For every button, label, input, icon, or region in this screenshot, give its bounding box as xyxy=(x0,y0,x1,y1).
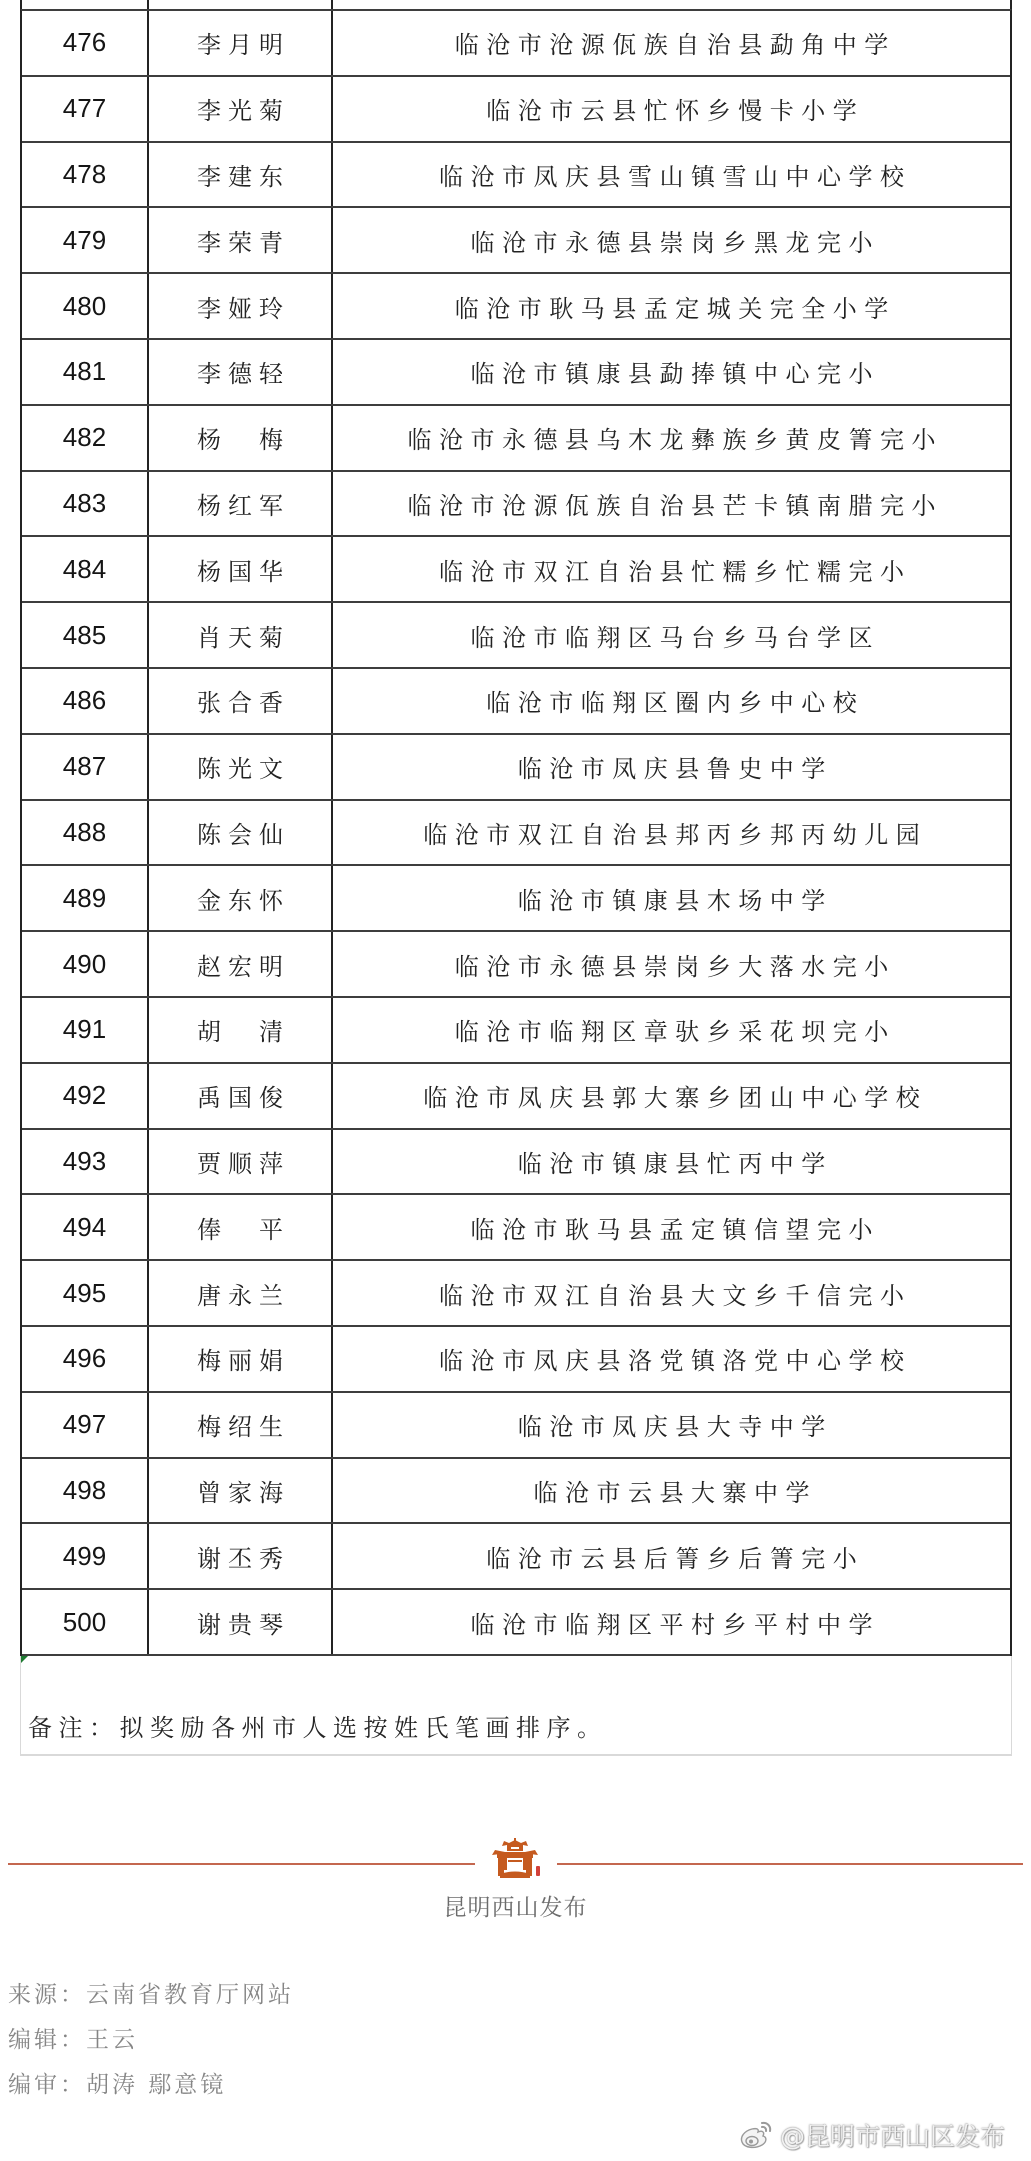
school-name: 临沧市镇康县忙丙中学 xyxy=(517,1149,833,1178)
row-number: 486 xyxy=(22,669,149,733)
table-row xyxy=(22,472,1010,538)
weibo-watermark xyxy=(738,2117,1005,2153)
school-name: 临沧市凤庆县郭大寨乡团山中心学校 xyxy=(423,1084,928,1113)
school-name: 临沧市耿马县孟定镇信望完小 xyxy=(470,1215,880,1244)
table-note-box xyxy=(20,1656,1012,1756)
credit-reviewer: 编审：胡涛 鄢意镜 xyxy=(8,2072,227,2098)
row-number: 494 xyxy=(22,1195,149,1259)
person-name: 杨红军 xyxy=(149,472,333,536)
divider-right xyxy=(557,1863,1023,1865)
table-row xyxy=(22,340,1010,406)
row-number: 492 xyxy=(22,1064,149,1128)
person-name: 杨 梅 xyxy=(149,406,333,470)
school-name: 临沧市临翔区圈内乡中心校 xyxy=(486,689,865,718)
row-number: 481 xyxy=(22,340,149,404)
row-number: 500 xyxy=(22,1590,149,1654)
table-previous-row-fragment xyxy=(20,0,1012,9)
person-name: 李月明 xyxy=(149,11,333,75)
row-number: 491 xyxy=(22,998,149,1062)
school-name: 临沧市镇康县木场中学 xyxy=(517,886,833,915)
row-number: 488 xyxy=(22,801,149,865)
table-row xyxy=(22,1524,1010,1590)
table-row xyxy=(22,1195,1010,1261)
table-row xyxy=(22,1327,1010,1393)
row-number: 476 xyxy=(22,11,149,75)
table-row xyxy=(22,669,1010,735)
table-row xyxy=(22,932,1010,998)
divider-left xyxy=(8,1863,475,1865)
table-row xyxy=(22,1459,1010,1525)
row-number: 487 xyxy=(22,735,149,799)
table-row xyxy=(22,537,1010,603)
table-row xyxy=(22,77,1010,143)
watermark-text: @昆明市西山区发布 xyxy=(780,2122,1006,2151)
row-number: 497 xyxy=(22,1393,149,1457)
cell-comment-marker-icon xyxy=(21,1656,28,1663)
person-name: 曾家海 xyxy=(149,1459,333,1523)
weibo-icon xyxy=(738,2119,774,2151)
person-name: 李建东 xyxy=(149,143,333,207)
school-name: 临沧市永德县崇岗乡大落水完小 xyxy=(454,952,896,981)
column-divider xyxy=(147,0,149,9)
school-name: 临沧市沧源佤族自治县勐角中学 xyxy=(454,31,896,60)
table-row xyxy=(22,406,1010,472)
red-seal-icon xyxy=(536,1866,540,1876)
school-name: 临沧市临翔区平村乡平村中学 xyxy=(470,1610,880,1639)
person-name: 陈光文 xyxy=(149,735,333,799)
column-divider xyxy=(331,0,333,9)
school-name: 临沧市凤庆县洛党镇洛党中心学校 xyxy=(439,1347,912,1376)
person-name: 李娅玲 xyxy=(149,274,333,338)
account-brand-name: 昆明西山发布 xyxy=(443,1895,588,1921)
person-name: 贾顺萍 xyxy=(149,1130,333,1194)
table-row xyxy=(22,735,1010,801)
row-number: 478 xyxy=(22,143,149,207)
table-row xyxy=(22,603,1010,669)
row-number: 495 xyxy=(22,1261,149,1325)
school-name: 临沧市永德县崇岗乡黑龙完小 xyxy=(470,228,880,257)
school-name: 临沧市双江自治县邦丙乡邦丙幼儿园 xyxy=(423,820,928,849)
row-number: 477 xyxy=(22,77,149,141)
person-name: 张合香 xyxy=(149,669,333,733)
table-row xyxy=(22,274,1010,340)
person-name: 杨国华 xyxy=(149,537,333,601)
person-name: 金东怀 xyxy=(149,866,333,930)
row-number: 499 xyxy=(22,1524,149,1588)
credit-editor: 编辑：王云 xyxy=(8,2027,138,2053)
person-name: 禹国俊 xyxy=(149,1064,333,1128)
person-name: 陈会仙 xyxy=(149,801,333,865)
person-name: 李荣青 xyxy=(149,208,333,272)
table-note: 备注：拟奖励各州市人选按姓氏笔画排序。 xyxy=(28,1714,608,1742)
row-number: 496 xyxy=(22,1327,149,1391)
table-row xyxy=(22,1261,1010,1327)
row-number: 479 xyxy=(22,208,149,272)
person-name: 谢丕秀 xyxy=(149,1524,333,1588)
row-number: 498 xyxy=(22,1459,149,1523)
row-number: 484 xyxy=(22,537,149,601)
person-name: 李德轻 xyxy=(149,340,333,404)
person-name: 胡 清 xyxy=(149,998,333,1062)
person-name: 梅丽娟 xyxy=(149,1327,333,1391)
table-row xyxy=(22,1130,1010,1196)
school-name: 临沧市凤庆县鲁史中学 xyxy=(517,755,833,784)
awardee-table xyxy=(20,9,1012,1656)
school-name: 临沧市双江自治县大文乡千信完小 xyxy=(439,1281,912,1310)
table-row xyxy=(22,998,1010,1064)
table-row xyxy=(22,143,1010,209)
school-name: 临沧市双江自治县忙糯乡忙糯完小 xyxy=(439,557,912,586)
table-row xyxy=(22,11,1010,77)
school-name: 临沧市云县忙怀乡慢卡小学 xyxy=(486,97,865,126)
row-number: 493 xyxy=(22,1130,149,1194)
school-name: 临沧市凤庆县大寺中学 xyxy=(517,1413,833,1442)
row-number: 489 xyxy=(22,866,149,930)
person-name: 俸 平 xyxy=(149,1195,333,1259)
table-row xyxy=(22,801,1010,867)
credit-source: 来源：云南省教育厅网站 xyxy=(8,1982,294,2008)
row-number: 483 xyxy=(22,472,149,536)
table-row xyxy=(22,1590,1010,1656)
table-row xyxy=(22,1064,1010,1130)
school-name: 临沧市永德县乌木龙彝族乡黄皮箐完小 xyxy=(407,426,943,455)
school-name: 临沧市镇康县勐捧镇中心完小 xyxy=(470,360,880,389)
row-number: 485 xyxy=(22,603,149,667)
table-row xyxy=(22,1393,1010,1459)
person-name: 赵宏明 xyxy=(149,932,333,996)
school-name: 临沧市临翔区章驮乡采花坝完小 xyxy=(454,1018,896,1047)
person-name: 李光菊 xyxy=(149,77,333,141)
row-number: 480 xyxy=(22,274,149,338)
school-name: 临沧市凤庆县雪山镇雪山中心学校 xyxy=(439,162,912,191)
person-name: 肖天菊 xyxy=(149,603,333,667)
school-name: 临沧市沧源佤族自治县芒卡镇南腊完小 xyxy=(407,491,943,520)
row-number: 490 xyxy=(22,932,149,996)
person-name: 谢贵琴 xyxy=(149,1590,333,1654)
person-name: 梅绍生 xyxy=(149,1393,333,1457)
school-name: 临沧市临翔区马台乡马台学区 xyxy=(470,623,880,652)
person-name: 唐永兰 xyxy=(149,1261,333,1325)
school-name: 临沧市耿马县孟定城关完全小学 xyxy=(454,294,896,323)
school-name: 临沧市云县后箐乡后箐完小 xyxy=(486,1544,865,1573)
table-row xyxy=(22,866,1010,932)
row-number: 482 xyxy=(22,406,149,470)
school-name: 临沧市云县大寨中学 xyxy=(533,1478,817,1507)
table-row xyxy=(22,208,1010,274)
archway-logo-icon xyxy=(490,1838,540,1880)
